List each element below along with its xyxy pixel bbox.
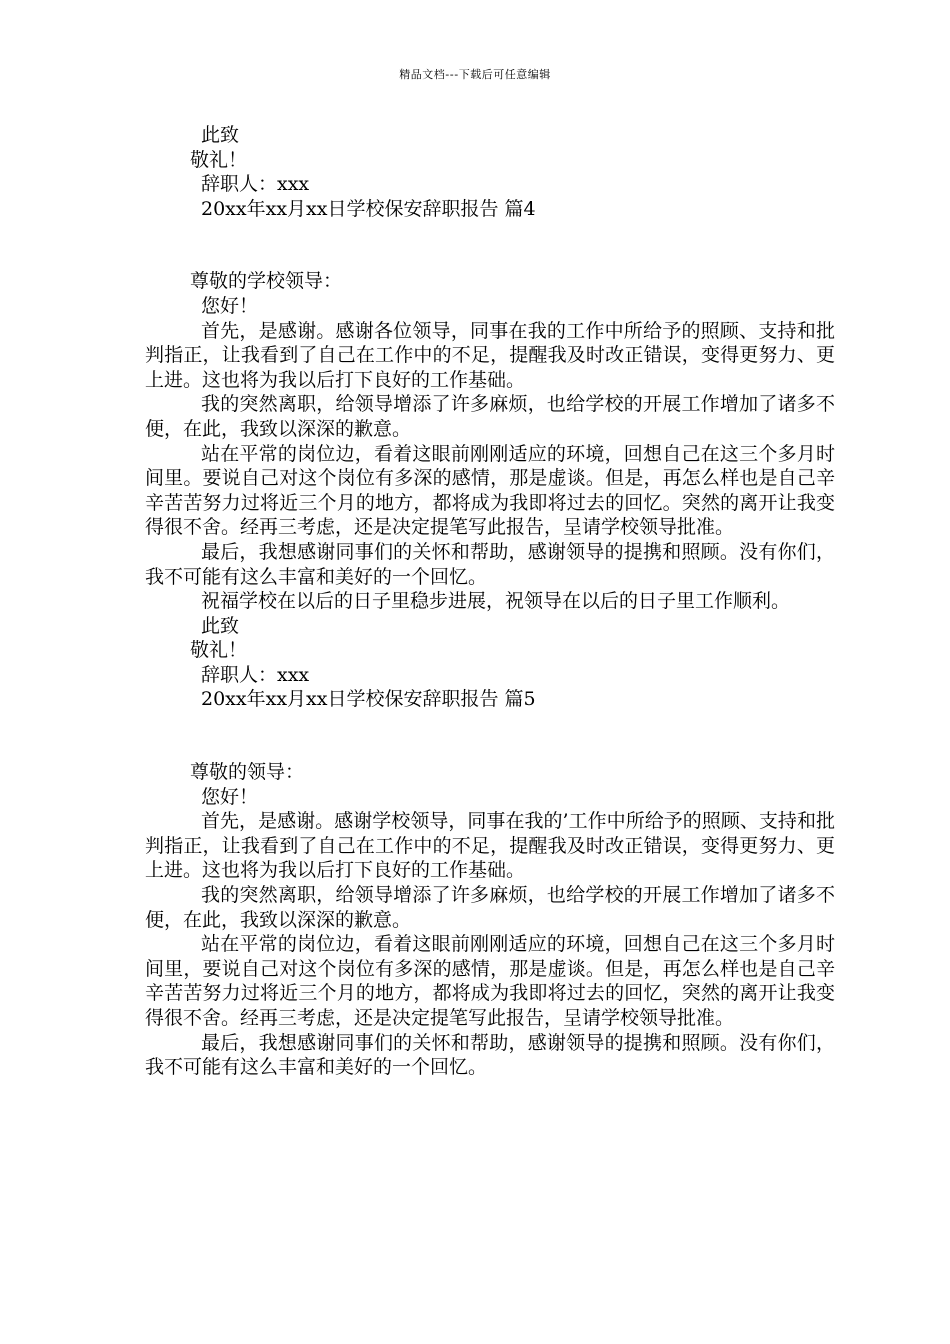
closing-line-2: 敬礼！: [190, 639, 248, 662]
body-paragraph: 祝福学校在以后的日子里稳步进展，祝领导在以后的日子里工作顺利。: [201, 590, 791, 613]
salutation: 尊敬的领导：: [190, 761, 305, 784]
salutation: 尊敬的学校领导：: [190, 270, 343, 293]
signature-line: 辞职人：xxx: [201, 663, 310, 686]
body-paragraph: 最后，我想感谢同事们的关怀和帮助，感谢领导的提携和照顾。没有你们，我不可能有这么丰富和美好的一个回忆。: [145, 1031, 835, 1079]
body-paragraph: 站在平常的岗位边，看着这眼前刚刚适应的环境，回想自己在这三个多月时间里。要说自己对这个岗位有多深的感情，那是虚谈。但是，再怎么样也是自己辛辛苦苦努力过将近三个月的地方，都将成为我即将过去的回忆。突然的离开让我变得很不舍。经再三考虑，还是决定提笔写此报告，呈请学校领导批准。: [145, 442, 835, 539]
page-header: 精品文档---下载后可任意编辑: [399, 68, 551, 81]
body-paragraph: 站在平常的岗位边，看着这眼前刚刚适应的环境，回想自己在这三个多月时间里，要说自己对这个岗位有多深的感情，那是虚谈。但是，再怎么样也是自己辛辛苦苦努力过将近三个月的地方，都将成为我即将过去的回忆，突然的离开让我变得很不舍。经再三考虑，还是决定提笔写此报告，呈请学校领导批准。: [145, 933, 835, 1029]
document-body: [145, 123, 835, 1080]
body-paragraph: 最后，我想感谢同事们的关怀和帮助，感谢领导的提携和照顾。没有你们，我不可能有这么丰富和美好的一个回忆。: [145, 540, 835, 588]
greeting: 您好！: [201, 294, 259, 317]
date-and-title-line: 20xx年xx月xx日学校保安辞职报告 篇5: [201, 688, 536, 711]
greeting: 您好！: [201, 785, 259, 808]
signature-line: 辞职人：xxx: [201, 173, 310, 196]
body-paragraph: 首先，是感谢。感谢各位领导，同事在我的工作中所给予的照顾、支持和批判指正，让我看到了自己在工作中的不足，提醒我及时改正错误，变得更努力、更上进。这也将为我以后打下良好的工作基础。: [145, 319, 835, 391]
body-paragraph: 我的突然离职，给领导增添了许多麻烦，也给学校的开展工作增加了诸多不便，在此，我致以深深的歉意。: [145, 884, 835, 931]
closing-line-2: 敬礼！: [190, 148, 248, 171]
date-and-title-line: 20xx年xx月xx日学校保安辞职报告 篇4: [201, 197, 536, 220]
closing-line-1: 此致: [201, 124, 240, 146]
closing-line-1: 此致: [201, 614, 240, 637]
body-paragraph: 我的突然离职，给领导增添了许多麻烦，也给学校的开展工作增加了诸多不便，在此，我致以深深的歉意。: [145, 393, 835, 440]
body-paragraph: 首先，是感谢。感谢学校领导，同事在我的’工作中所给予的照顾、支持和批判指正，让我看到了自己在工作中的不足，提醒我及时改正错误，变得更努力、更上进。这也将为我以后打下良好的工作基础。: [145, 810, 835, 882]
